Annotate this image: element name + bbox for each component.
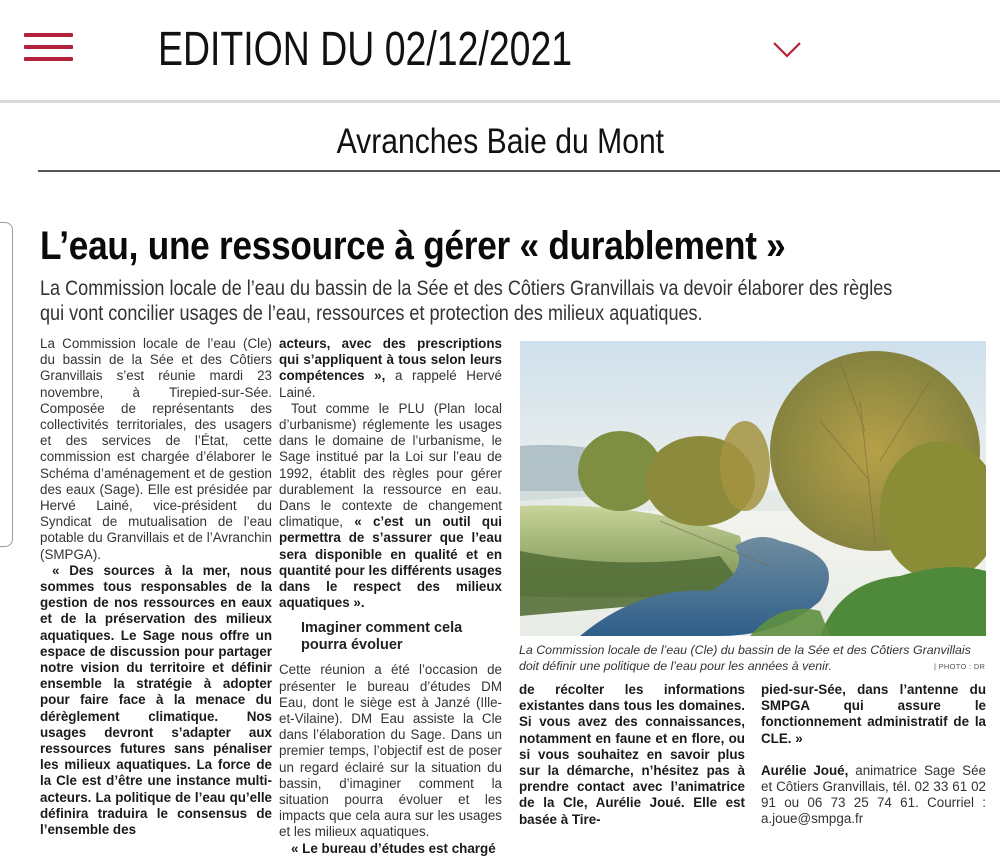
contact-info <box>761 763 986 828</box>
hamburger-menu-icon-bar <box>24 45 73 49</box>
article-column-2 <box>279 336 502 857</box>
hamburger-menu-icon <box>24 33 73 37</box>
article-headline: L’eau, une ressource à gérer « durablement » <box>40 224 786 268</box>
article-column-1 <box>40 336 272 838</box>
article-photo[interactable] <box>520 341 986 636</box>
quote-paragraph: pied-sur-Sée, dans l’antenne du SMPGA qui assure le fonctionnement administratif de la CLE. » <box>761 682 986 746</box>
edition-title[interactable]: EDITION DU 02/12/2021 <box>158 23 573 76</box>
paragraph: La Commission locale de l’eau (Cle) du bassin de la Sée et des Côtiers Granvillais s’est réunie mardi 23 novembre, à Tirepied-sur-Sée. Composée de représentants des collectivités territoriales, des usagers et des services de l’État, cette commission est chargée d’élaborer le Schéma d’aménagement et de gestion des eaux (Sage). Elle est présidée par Hervé Lainé, vice-président du Syndicat de mutualisation de l’eau potable du Granvillais et de l’Avranchin (SMPGA). <box>40 336 272 562</box>
section-title: Avranches Baie du Mont <box>336 122 664 161</box>
menu-button[interactable] <box>24 33 74 63</box>
article-selection-frame[interactable] <box>0 222 13 547</box>
river-landscape-image <box>520 341 986 636</box>
hamburger-menu-icon-bar <box>24 57 73 61</box>
quote-paragraph: de récolter les informations existantes dans tous les domaines. Si vous avez des connaissances, notamment en faune et en flore, ou si vous souhaitez en savoir plus sur la démarche, n’hésitez pas à prendre contact avec l’animatrice de la Cle, Aurélie Joué. Elle est basée à Tire- <box>519 682 745 827</box>
contact-name: Aurélie Joué, <box>761 762 849 778</box>
paragraph: Cette réunion a été l’occasion de présenter le bureau d’études DM Eau, dont le siège est à Janzé (Ille-et-Vilaine). DM Eau assiste la Cle dans l’élaboration du Sage. Dans un premier temps, l’objectif est de poser un regard éclairé sur la situation du bassin, d’imaginer comment la situation pourra évoluer et les impacts que cela aura sur les usages et les milieux aquatiques. <box>279 662 502 840</box>
quote-paragraph: « Le bureau d’études est chargé <box>291 840 496 856</box>
top-app-bar <box>0 0 1000 95</box>
article-column-3 <box>519 682 745 828</box>
photo-credit: | PHOTO : DR <box>934 662 986 671</box>
paragraph: Tout comme le PLU (Plan local d’urbanisme) réglemente les usages dans le domaine de l’urbanisme, le Sage institué par la Loi sur l’eau de 1992, établit des règles pour gérer durablement la ressource en eau. Dans le contexte de changement climatique, « c’est un outil qui permettra de s’assurer que l’eau sera disponible en qualité et en quantité pour les différents usages dans le respect des milieux aquatiques ». <box>279 400 502 611</box>
article-column-4 <box>761 682 986 828</box>
chevron-down-icon[interactable] <box>772 40 802 60</box>
subheading: Imaginer comment cela pourra évoluer <box>301 620 463 654</box>
paragraph: acteurs, avec des prescriptions qui s’appliquent à tous selon leurs compétences », a rappelé Hervé Lainé. <box>279 336 502 400</box>
photo-caption: La Commission locale de l’eau (Cle) du bassin de la Sée et des Côtiers Granvillais doit définir une politique de l’eau pour les années à venir. <box>519 643 971 674</box>
quote-paragraph: « Des sources à la mer, nous sommes tous responsables de la gestion de nos ressources en eaux et de la préservation des milieux aquatiques. Le Sage nous offre un espace de discussion pour partager notre vision du territoire et définir ensemble la stratégie à adopter pour faire face à la menace du dérèglement climatique. Nos usages devront s’adapter aux ressources futures sans pénaliser les milieux aquatiques. La force de la Cle est d’être une instance multi-acteurs. La politique de l’eau qu’elle définira traduira le consensus de l’ensemble des <box>40 562 272 838</box>
article-lead: La Commission locale de l’eau du bassin de la Sée et des Côtiers Granvillais va devoir élaborer des règles qui vont concilier usages de l’eau, ressources et protection des milieux aquatiques. <box>40 277 893 325</box>
top-bar-divider <box>0 100 1000 103</box>
contact-details[interactable]: animatrice Sage Sée et Côtiers Granvillais, tél. 02 33 61 02 91 ou 06 73 25 74 61. Courriel : a.joue@smpga.fr <box>761 762 986 827</box>
section-divider <box>38 170 1000 172</box>
